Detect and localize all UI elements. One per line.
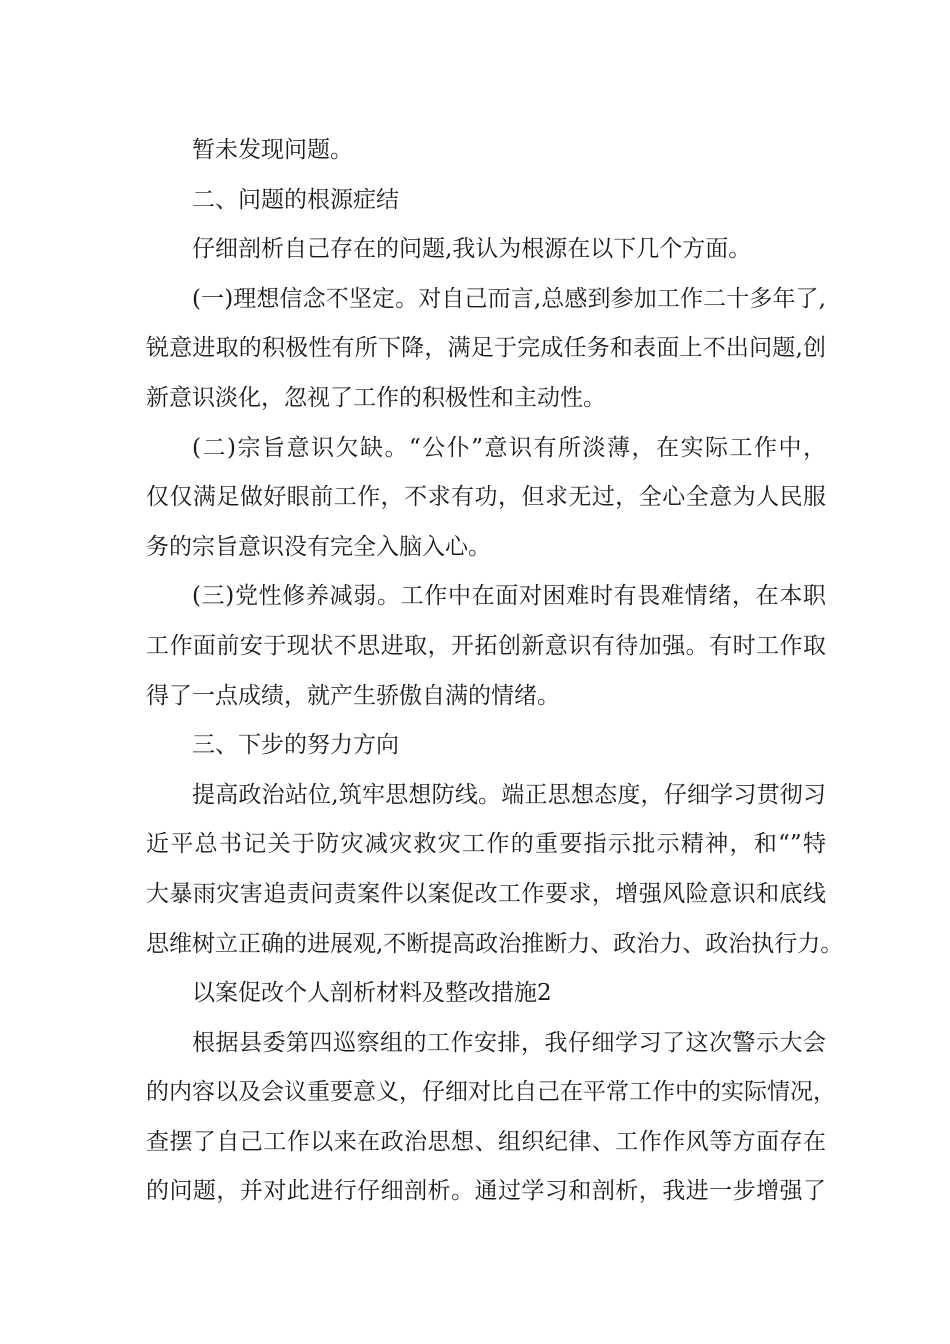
text-line: 新意识淡化，忽视了工作的积极性和主动性。	[146, 384, 606, 411]
text-line: (一)理想信念不坚定。对自己而言,总感到参加工作二十多年了,	[192, 285, 826, 312]
text-line: 仅仅满足做好眼前工作，不求有功，但求无过，全心全意为人民服	[146, 484, 826, 511]
text-line: 锐意进取的积极性有所下降，满足于完成任务和表面上不出问题,创	[146, 335, 826, 362]
text-line: 思维树立正确的进展观,不断提高政治推断力、政治力、政治执行力。	[146, 930, 844, 957]
text-line: 根据县委第四巡察组的工作安排，我仔细学习了这次警示大会	[192, 1029, 826, 1056]
text-line: (二)宗旨意识欠缺。“公仆”意识有所淡薄，在实际工作中，	[192, 434, 826, 461]
text-line: 三、下步的努力方向	[192, 732, 399, 759]
text-line: 以案促改个人剖析材料及整改措施2	[192, 980, 552, 1007]
text-line: 近平总书记关于防灾减灾救灾工作的重要指示批示精神，和“”特	[146, 831, 826, 858]
text-line: 的内容以及会议重要意义，仔细对比自己在平常工作中的实际情况，	[146, 1079, 836, 1106]
text-line: 工作面前安于现状不思进取，开拓创新意识有待加强。有时工作取	[146, 632, 826, 659]
text-line: 大暴雨灾害追责问责案件以案促改工作要求，增强风险意识和底线	[146, 880, 826, 907]
text-line: 二、问题的根源症结	[192, 186, 399, 213]
text-line: 提高政治站位,筑牢思想防线。端正思想态度，仔细学习贯彻习	[192, 781, 826, 808]
document-body	[146, 126, 844, 1217]
text-line: 的问题，并对此进行仔细剖析。通过学习和剖析，我进一步增强了	[146, 1178, 826, 1205]
text-line: (三)党性修养减弱。工作中在面对困难时有畏难情绪，在本职	[192, 583, 826, 610]
text-line: 查摆了自己工作以来在政治思想、组织纪律、工作作风等方面存在	[146, 1128, 826, 1155]
text-line: 得了一点成绩，就产生骄傲自满的情绪。	[146, 682, 560, 709]
text-line: 暂未发现问题。	[192, 137, 353, 163]
text-line: 仔细剖析自己存在的问题,我认为根源在以下几个方面。	[192, 236, 752, 263]
text-line: 务的宗旨意识没有完全入脑入心。	[146, 533, 491, 560]
